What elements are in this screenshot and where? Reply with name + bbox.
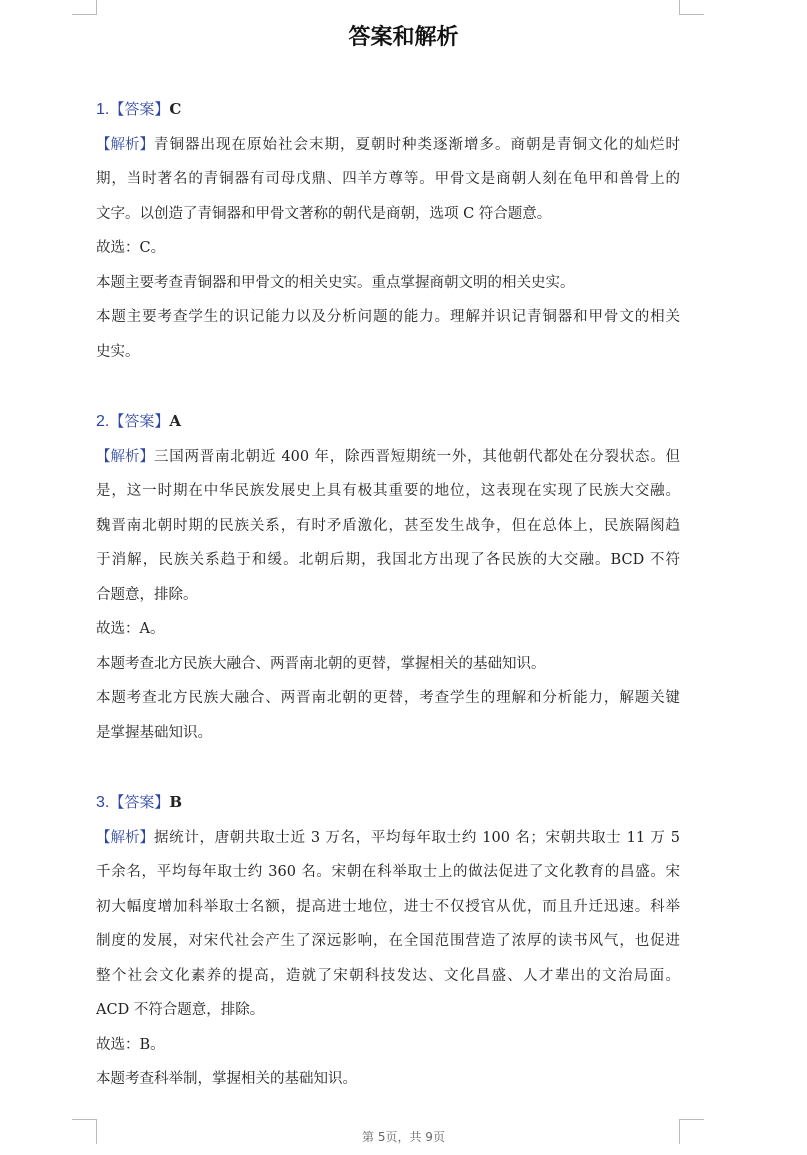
analysis-tag: 【解析】	[96, 136, 154, 153]
analysis-line	[96, 440, 680, 475]
answer-content	[96, 92, 680, 1132]
note-line: 本题主要考查学生的识记能力以及分析问题的能力。理解并识记青铜器和甲骨文的相关	[96, 309, 680, 325]
choice-line: 故选：A。	[96, 621, 165, 637]
answer-tag: 【答案】	[109, 100, 170, 118]
analysis-first-line	[96, 821, 680, 856]
crop-mark-top-left	[72, 0, 97, 15]
analysis-line: 于消解，民族关系趋于和缓。北朝后期，我国北方出现了各民族的大交融。BCD 不符	[96, 552, 680, 568]
answer-value: B	[169, 793, 183, 811]
crop-mark-top-right	[679, 0, 704, 15]
question-section	[96, 785, 680, 1097]
choice-line: 故选：B。	[96, 1036, 165, 1053]
question-number: 3.	[96, 794, 110, 811]
note-line: 是掌握基础知识。	[96, 724, 212, 741]
question-section	[96, 92, 680, 369]
question-number: 1.	[96, 101, 110, 118]
analysis-line: 文字。以创造了青铜器和甲骨文著称的朝代是商朝，选项 C 符合题意。	[96, 205, 552, 222]
analysis-line	[96, 821, 680, 856]
analysis-text: 据统计，唐朝共取士近 3 万名，平均每年取士约 100 名；宋朝共取士 11 万 5	[154, 829, 680, 846]
note-line: 本题考查北方民族大融合、两晋南北朝的更替，掌握相关的基础知识。	[96, 655, 546, 672]
page-footer: 第 5页，共 9页	[362, 1130, 445, 1144]
analysis-tag: 【解析】	[96, 829, 154, 846]
answer-value: A	[169, 412, 181, 430]
analysis-line: 魏晋南北朝时期的民族关系，有时矛盾激化，甚至发生战争，但在总体上，民族隔阂趋	[96, 517, 680, 534]
analysis-first-line	[96, 440, 680, 475]
analysis-line: 初大幅度增加科举取士名额，提高进士地位，进士不仅授官从优，而且升迁迅速。科举	[96, 898, 680, 915]
analysis-text: 青铜器出现在原始社会末期，夏朝时种类逐渐增多。商朝是青铜文化的灿烂时	[154, 136, 680, 153]
answer-value: C	[169, 100, 182, 118]
answer-line	[96, 785, 680, 821]
note-line: 本题考查北方民族大融合、两晋南北朝的更替，考查学生的理解和分析能力，解题关键	[96, 690, 680, 706]
note-line: 本题主要考查青铜器和甲骨文的相关史实。重点掌握商朝文明的相关史实。	[96, 274, 575, 291]
choice-line: 故选：C。	[96, 240, 166, 256]
answer-tag: 【答案】	[109, 412, 170, 430]
analysis-text: 三国两晋南北朝近 400 年，除西晋短期统一外，其他朝代都处在分裂状态。但	[154, 448, 680, 465]
analysis-line: 千余名，平均每年取士约 360 名。宋朝在科举取士上的做法促进了文化教育的昌盛。宋	[96, 864, 680, 880]
analysis-first-line	[96, 128, 680, 163]
analysis-line: 期，当时著名的青铜器有司母戊鼎、四羊方尊等。甲骨文是商朝人刻在龟甲和兽骨上的	[96, 171, 680, 187]
question-number: 2.	[96, 413, 110, 430]
analysis-line: 合题意，排除。	[96, 586, 198, 603]
note-line: 本题考查科举制，掌握相关的基础知识。	[96, 1071, 357, 1087]
analysis-line: ACD 不符合题意，排除。	[96, 1002, 265, 1018]
note-line: 史实。	[96, 343, 140, 360]
analysis-tag: 【解析】	[96, 448, 154, 465]
answer-tag: 【答案】	[109, 793, 170, 811]
analysis-line: 整个社会文化素养的提高，造就了宋朝科技发达、文化昌盛、人才辈出的文治局面。	[96, 967, 680, 984]
question-section	[96, 404, 680, 750]
analysis-line: 制度的发展，对宋代社会产生了深远影响，在全国范围营造了浓厚的读书风气，也促进	[96, 933, 680, 949]
answer-line	[96, 92, 680, 128]
answer-line	[96, 404, 680, 440]
page-title: 答案和解析	[348, 25, 459, 50]
analysis-line: 是，这一时期在中华民族发展史上具有极其重要的地位，这表现在实现了民族大交融。	[96, 483, 680, 499]
analysis-line	[96, 128, 680, 163]
